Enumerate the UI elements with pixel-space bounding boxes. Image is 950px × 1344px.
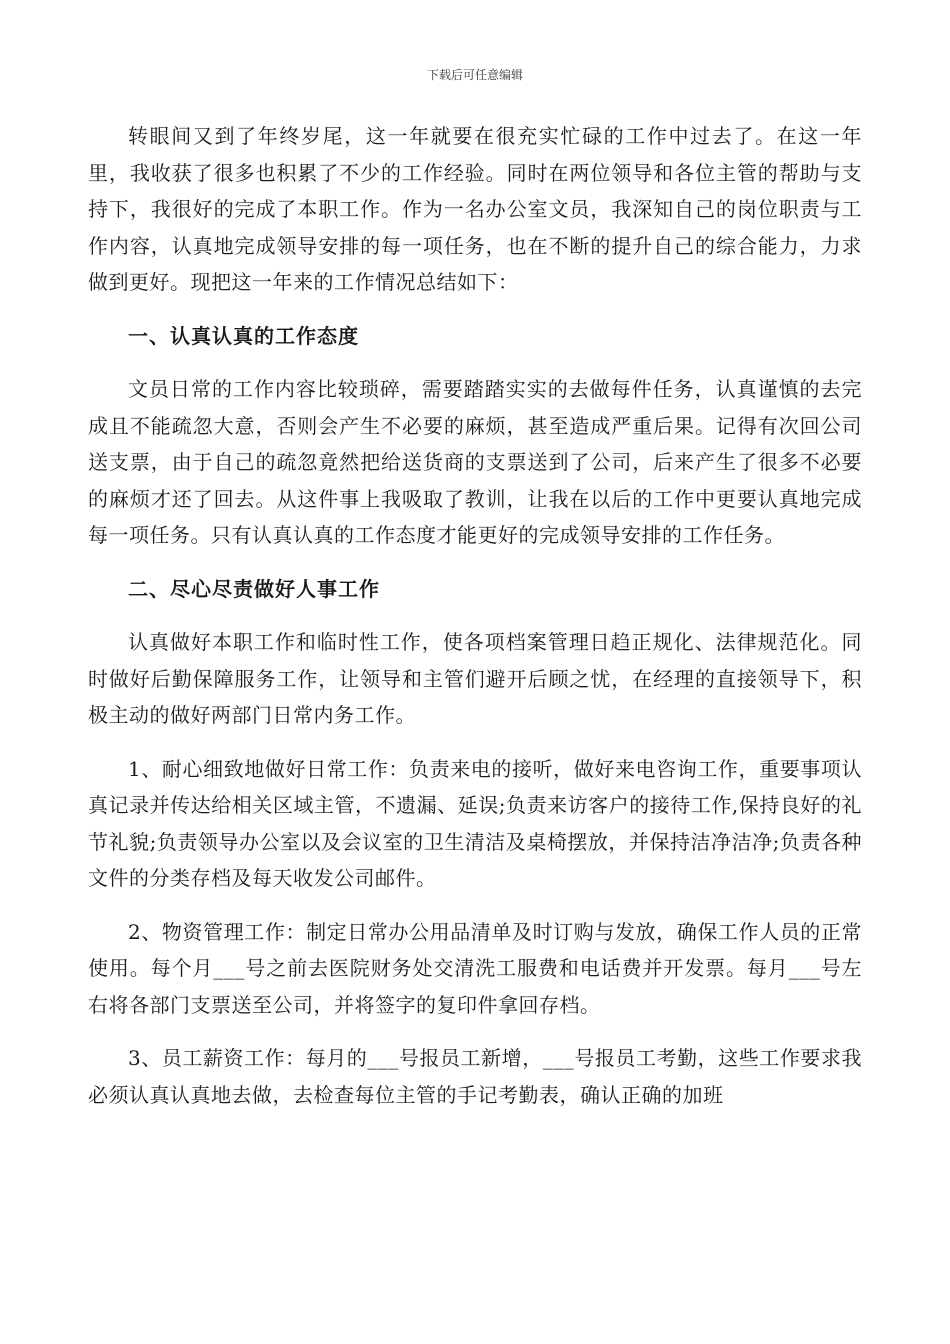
- item-1-paragraph: 1、耐心细致地做好日常工作：负责来电的接听，做好来电咨询工作，重要事项认真记录并传达给相关区域主管，不遗漏、延误;负责来访客户的接待工作,保持良好的礼节礼貌;负责领导办公室以及会议室的卫生清洁及桌椅摆放，并保持洁净洁净;负责各种文件的分类存档及每天收发公司邮件。: [88, 756, 862, 890]
- section-2-paragraph: 认真做好本职工作和临时性工作，使各项档案管理日趋正规化、法律规范化。同时做好后勤保障服务工作，让领导和主管们避开后顾之忧，在经理的直接领导下，积极主动的做好两部门日常内务工作。: [88, 630, 862, 727]
- page-header: 下载后可任意编辑: [426, 68, 523, 82]
- item-2-paragraph: 2、物资管理工作：制定日常办公用品清单及时订购与发放，确保工作人员的正常使用。每个月___号之前去医院财务处交清洗工服费和电话费并开发票。每月___号左右将各部门支票送至公司，并将签字的复印件拿回存档。: [88, 919, 862, 1017]
- item-3-paragraph: 3、员工薪资工作：每月的___号报员工新增，___号报员工考勤，这些工作要求我必须认真认真地去做，去检查每位主管的手记考勤表，确认正确的加班: [88, 1046, 862, 1107]
- section-heading-2: 二、尽心尽责做好人事工作: [128, 576, 380, 601]
- section-heading-1: 一、认真认真的工作态度: [128, 323, 359, 348]
- intro-paragraph: 转眼间又到了年终岁尾，这一年就要在很充实忙碌的工作中过去了。在这一年里，我收获了很多也积累了不少的工作经验。同时在两位领导和各位主管的帮助与支持下，我很好的完成了本职工作。作为一名办公室文员，我深知自己的岗位职责与工作内容，认真地完成领导安排的每一项任务，也在不断的提升自己的综合能力，力求做到更好。现把这一年来的工作情况总结如下：: [88, 124, 862, 294]
- section-1-paragraph: 文员日常的工作内容比较琐碎，需要踏踏实实的去做每件任务，认真谨慎的去完成且不能疏忽大意，否则会产生不必要的麻烦，甚至造成严重后果。记得有次回公司送支票，由于自己的疏忽竟然把给送货商的支票送到了公司，后来产生了很多不必要的麻烦才还了回去。从这件事上我吸取了教训，让我在以后的工作中更要认真地完成每一项任务。只有认真认真的工作态度才能更好的完成领导安排的工作任务。: [88, 377, 862, 547]
- document-body: [88, 118, 862, 1130]
